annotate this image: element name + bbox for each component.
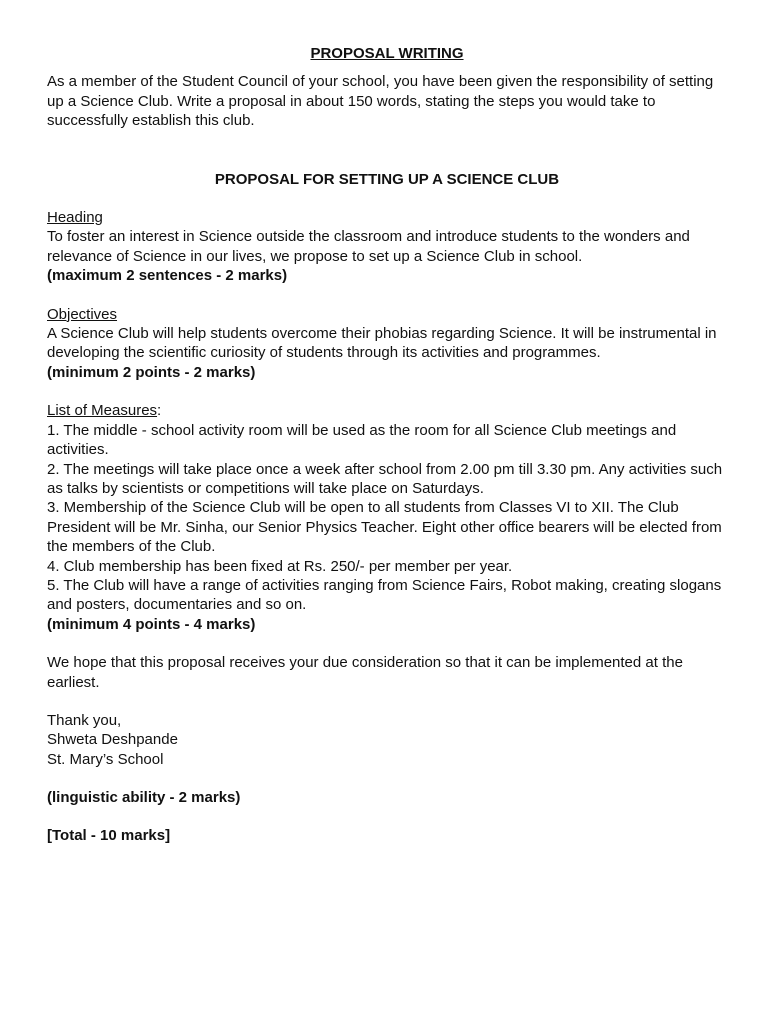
linguistic-marks: (linguistic ability - 2 marks) bbox=[47, 789, 241, 807]
signoff-name: Shweta Deshpande bbox=[47, 731, 178, 749]
objectives-section bbox=[47, 305, 727, 383]
total-marks: [Total - 10 marks] bbox=[47, 826, 171, 844]
heading-section-label: Heading bbox=[47, 209, 103, 227]
signoff-block bbox=[47, 711, 727, 769]
measures-section-colon: : bbox=[157, 402, 162, 420]
measures-section-marks: (minimum 4 points - 4 marks) bbox=[47, 615, 256, 633]
heading-section bbox=[47, 208, 727, 286]
measure-item-3: 3. Membership of the Science Club will be open to all students from Classes VI to XII. The Club President will be Mr. Sinha, our Senior Physics Teacher. Eight other office bearers will be elected from the members of the Club. bbox=[47, 499, 722, 556]
measure-item-1: 1. The middle - school activity room will be used as the room for all Science Club meetings and activities. bbox=[47, 421, 677, 459]
assignment-prompt: As a member of the Student Council of your school, you have been given the responsibility of setting up a Science Club. Write a proposal in about 150 words, stating the steps you would take to successfully establish this club. bbox=[47, 73, 714, 130]
objectives-section-text: A Science Club will help students overcome their phobias regarding Science. It will be instrumental in developing the scientific curiosity of students through its activities and programmes. bbox=[47, 325, 717, 362]
document-page bbox=[47, 44, 727, 845]
heading-section-marks: (maximum 2 sentences - 2 marks) bbox=[47, 267, 288, 285]
measure-item-4: 4. Club membership has been fixed at Rs. 250/- per member per year. bbox=[47, 557, 513, 575]
document-title: PROPOSAL WRITING bbox=[310, 45, 464, 62]
signoff-thanks: Thank you, bbox=[47, 711, 122, 729]
measure-item-5: 5. The Club will have a range of activities ranging from Science Fairs, Robot making, creating slogans and posters, documentaries and so on. bbox=[47, 576, 722, 614]
measures-section-label: List of Measures bbox=[47, 402, 158, 420]
heading-section-text: To foster an interest in Science outside the classroom and introduce students to the wonders and relevance of Science in our lives, we propose to set up a Science Club in school. bbox=[47, 228, 690, 265]
objectives-section-label: Objectives bbox=[47, 305, 118, 323]
signoff-school: St. Mary’s School bbox=[47, 750, 164, 768]
measures-section bbox=[47, 401, 727, 634]
objectives-section-marks: (minimum 2 points - 2 marks) bbox=[47, 363, 256, 381]
proposal-title: PROPOSAL FOR SETTING UP A SCIENCE CLUB bbox=[214, 170, 560, 188]
closing-paragraph: We hope that this proposal receives your due consideration so that it can be implemented at the earliest. bbox=[47, 654, 683, 691]
measure-item-2: 2. The meetings will take place once a week after school from 2.00 pm till 3.30 pm. Any activities such as talks by scientists or competitions will take place on Saturdays. bbox=[47, 460, 723, 497]
